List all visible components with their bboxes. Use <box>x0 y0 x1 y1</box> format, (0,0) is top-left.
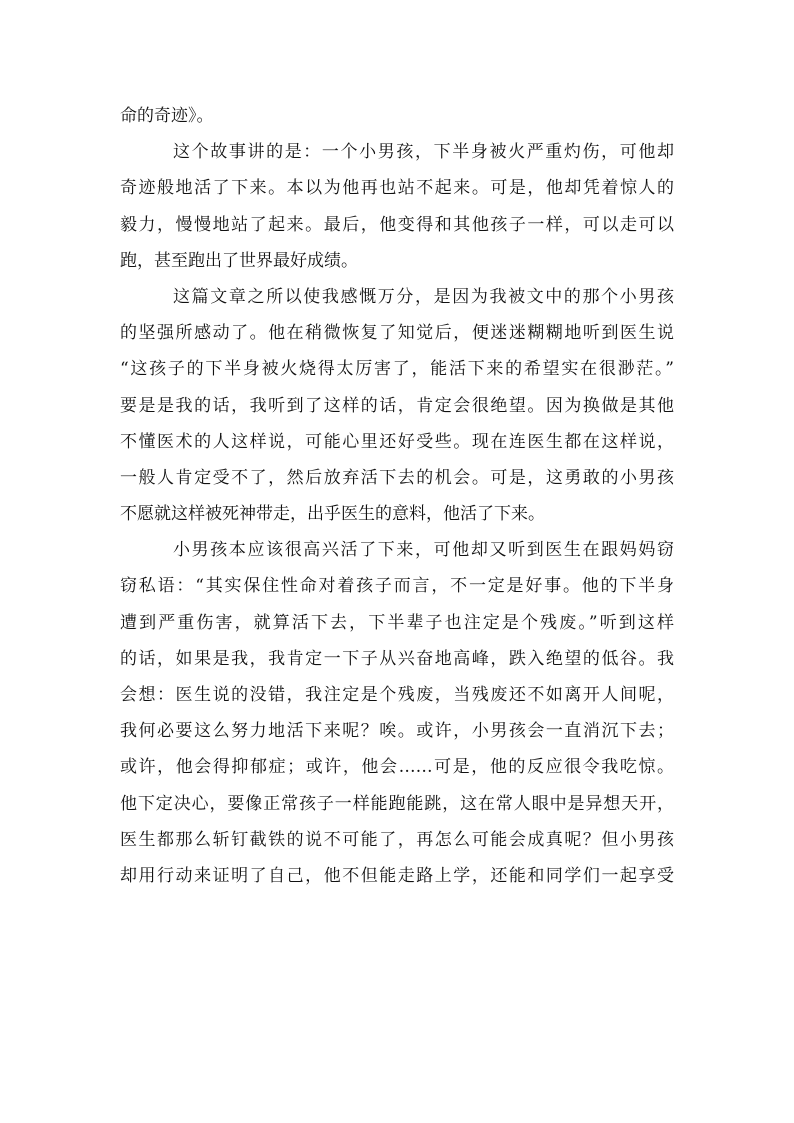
text-line: 不懂医术的人这样说，可能心里还好受些。现在连医生都在这样说， <box>120 431 674 452</box>
text-line: 一般人肯定受不了，然后放弃活下去的机会。可是，这勇敢的小男孩 <box>120 467 674 488</box>
text-line: 不愿就这样被死神带走，出乎医生的意料，他活了下来。 <box>120 504 545 525</box>
paragraph-3 <box>120 279 674 532</box>
text-line: 奇迹般地活了下来。本以为他再也站不起来。可是，他却凭着惊人的 <box>120 178 674 199</box>
paragraph-1 <box>120 98 674 134</box>
text-line: 遭到严重伤害，就算活下去，下半辈子也注定是个残废。”听到这样 <box>120 612 674 633</box>
text-line: 却用行动来证明了自己，他不但能走路上学，还能和同学们一起享受 <box>120 865 674 886</box>
text-line: 毅力，慢慢地站了起来。最后，他变得和其他孩子一样，可以走可以 <box>120 214 674 235</box>
text-line: 跑，甚至跑出了世界最好成绩。 <box>120 250 358 271</box>
text-line: 这篇文章之所以使我感慨万分，是因为我被文中的那个小男孩 <box>173 286 674 307</box>
document-page <box>120 98 674 894</box>
text-line: 窃私语：“其实保住性命对着孩子而言，不一定是好事。他的下半身 <box>120 576 674 597</box>
text-line: 要是是我的话，我听到了这样的话，肯定会很绝望。因为换做是其他 <box>120 395 674 416</box>
text-line: 我何必要这么努力地活下来呢？唉。或许，小男孩会一直消沉下去； <box>120 721 674 742</box>
text-line: “这孩子的下半身被火烧得太厉害了，能活下来的希望实在很渺茫。” <box>120 359 674 380</box>
text-line: 小男孩本应该很高兴活了下来，可他却又听到医生在跟妈妈窃 <box>173 540 674 561</box>
text-line: 这个故事讲的是：一个小男孩，下半身被火严重灼伤，可他却 <box>173 142 674 163</box>
text-line: 或许，他会得抑郁症；或许，他会……可是，他的反应很令我吃惊。 <box>120 757 674 778</box>
text-line: 的坚强所感动了。他在稍微恢复了知觉后，便迷迷糊糊地听到医生说 <box>120 323 674 344</box>
text-line: 他下定决心，要像正常孩子一样能跑能跳，这在常人眼中是异想天开， <box>120 793 674 814</box>
paragraph-4 <box>120 532 674 894</box>
text-line: 命的奇迹》。 <box>120 106 214 126</box>
paragraph-2 <box>120 134 674 279</box>
text-line: 的话，如果是我，我肯定一下子从兴奋地高峰，跌入绝望的低谷。我 <box>120 648 674 669</box>
text-line: 医生都那么斩钉截铁的说不可能了，再怎么可能会成真呢？但小男孩 <box>120 829 674 850</box>
text-line: 会想：医生说的没错，我注定是个残废，当残废还不如离开人间呢， <box>120 685 674 705</box>
